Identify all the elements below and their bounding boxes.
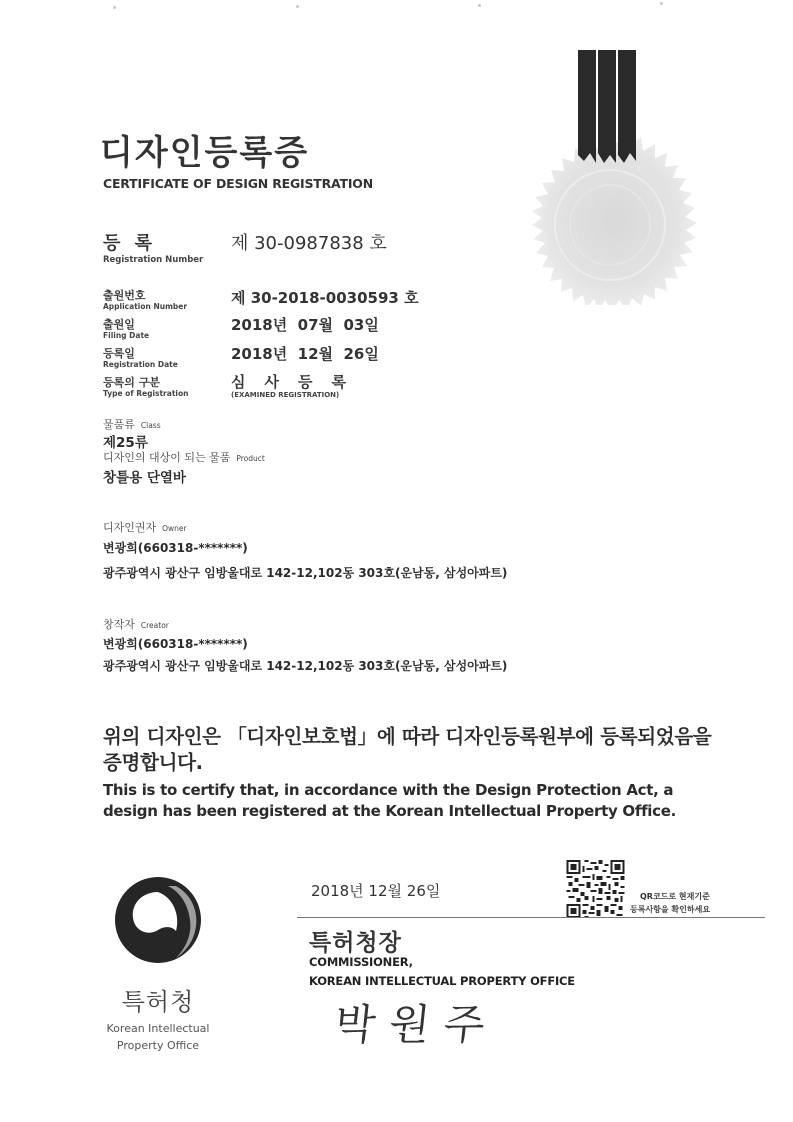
taegeuk-logo-icon	[114, 876, 202, 964]
seal-icon	[510, 45, 710, 305]
commissioner-title-en	[309, 953, 575, 991]
scan-dot	[660, 2, 663, 5]
creator-label-ko: 창작자	[103, 618, 135, 631]
application-number-label-ko: 출원번호	[103, 289, 146, 302]
certificate-title-ko: 디자인등록증	[100, 133, 310, 173]
organization-name-ko: 특허청	[121, 988, 195, 1016]
creator-address: 광주광역시 광산구 임방울대로 142-12,102동 303호(운남동, 삼성아파트)	[103, 659, 508, 673]
scan-dot	[113, 6, 116, 9]
certification-statement-ko: 위의 디자인은 「디자인보호법」에 따라 디자인등록원부에 등록되었음을 증명합니다.	[103, 725, 712, 774]
owner-label-ko: 디자인권자	[103, 521, 157, 534]
registration-type-en: (EXAMINED REGISTRATION)	[231, 391, 340, 399]
application-number-label-en: Application Number	[103, 302, 188, 311]
registration-date-label-ko: 등록일	[103, 347, 135, 360]
registration-label-en: Registration Number	[103, 255, 204, 265]
owner-address: 광주광역시 광산구 임방울대로 142-12,102동 303호(운남동, 삼성아파트)	[103, 566, 508, 580]
certification-statement-en: This is to certify that, in accordance with the Design Protection Act, a design has been registered at the Korean Intellectual Property Office.	[103, 781, 676, 820]
application-number: 제 30-2018-0030593 호	[231, 289, 419, 307]
registration-date: 2018년 12월 26일	[231, 345, 379, 363]
scan-dot	[478, 4, 481, 7]
registration-type-label-en: Type of Registration	[103, 389, 189, 398]
qr-note-line1: QR코드로 현재기준	[640, 892, 710, 901]
registration-type: 심사등록	[231, 373, 365, 391]
owner-label-en: Owner	[162, 524, 187, 533]
commissioner-title-en-line2: KOREAN INTELLECTUAL PROPERTY OFFICE	[309, 974, 575, 988]
commissioner-title-ko: 특허청장	[309, 930, 402, 956]
product-label	[103, 449, 265, 465]
class-value: 제25류	[103, 435, 148, 451]
qr-note-line2: 등록사항을 확인하세요	[630, 905, 711, 914]
registration-number: 제 30-0987838 호	[231, 233, 387, 254]
signature-divider	[297, 917, 765, 918]
owner-name: 변광희(660318-*******)	[103, 541, 248, 555]
registration-date-label-en: Registration Date	[103, 360, 178, 369]
commissioner-title-en-line1: COMMISSIONER,	[309, 955, 413, 969]
product-label-en: Product	[236, 454, 265, 463]
class-label-en: Class	[140, 421, 161, 430]
creator-label	[103, 616, 169, 632]
qr-code-icon[interactable]	[566, 860, 625, 918]
qr-note	[630, 890, 710, 916]
filing-date-label-ko: 출원일	[103, 318, 135, 331]
product-value: 창틀용 단열바	[103, 470, 186, 486]
commissioner-signature: 박원주	[332, 1000, 502, 1049]
certificate-title-en: CERTIFICATE OF DESIGN REGISTRATION	[103, 176, 373, 191]
creator-label-en: Creator	[140, 621, 169, 630]
registration-label-ko: 등 록	[103, 233, 157, 254]
creator-name: 변광희(660318-*******)	[103, 637, 248, 651]
class-label-ko: 물품류	[103, 418, 135, 431]
class-label	[103, 416, 161, 432]
owner-label	[103, 519, 187, 535]
organization-name-en	[90, 1020, 226, 1054]
organization-name-en-line2: Property Office	[116, 1039, 200, 1052]
product-label-ko: 디자인의 대상이 되는 물품	[103, 451, 231, 464]
filing-date-label-en: Filing Date	[103, 331, 150, 340]
registration-type-label-ko: 등록의 구분	[103, 376, 160, 389]
filing-date: 2018년 07월 03일	[231, 316, 379, 334]
issue-date: 2018년 12월 26일	[311, 882, 441, 900]
scan-dot	[296, 5, 299, 8]
organization-name-en-line1: Korean Intellectual	[106, 1022, 210, 1035]
